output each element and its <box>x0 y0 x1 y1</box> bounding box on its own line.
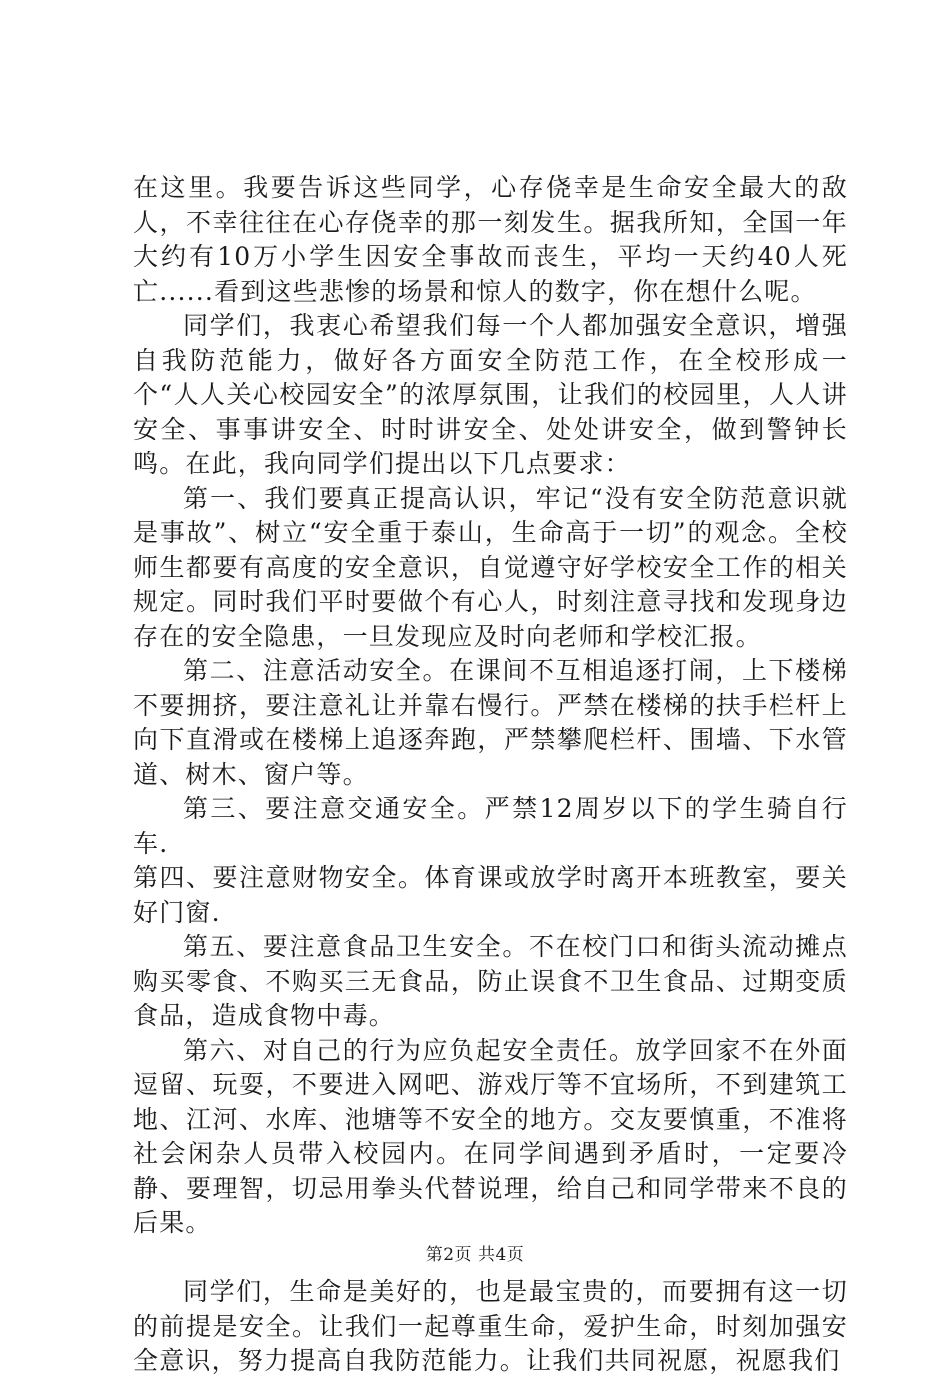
paragraph-intro: 在这里。我要告诉这些同学，心存侥幸是生命安全最大的敌人，不幸往往在心存侥幸的那一刻发生。据我所知，全国一年大约有10万小学生因安全事故而丧生，平均一天约40人死亡......看到这些悲惨的场景和惊人的数字，你在想什么呢。 <box>133 173 848 306</box>
paragraph-point-6: 第六、对自己的行为应负起安全责任。放学回家不在外面逗留、玩耍，不要进入网吧、游戏厅等不宜场所，不到建筑工地、江河、水库、池塘等不安全的地方。交友要慎重，不准将社会闲杂人员带入校园内。在同学间遇到矛盾时，一定要冷静、要理智，切忌用拳头代替说理，给自己和同学带来不良的后果。 <box>133 1035 848 1237</box>
paragraph-closing: 同学们，生命是美好的，也是最宝贵的，而要拥有这一切的前提是安全。让我们一起尊重生命，爱护生命，时刻加强安全意识，努力提高自我防范能力。让我们共同祝愿，祝愿我们 <box>133 1277 848 1375</box>
paragraph-appeal: 同学们，我衷心希望我们每一个人都加强安全意识，增强自我防范能力，做好各方面安全防范工作，在全校形成一个“人人关心校园安全”的浓厚氛围，让我们的校园里，人人讲安全、事事讲安全、时时讲安全、处处讲安全，做到警钟长鸣。在此，我向同学们提出以下几点要求： <box>133 311 848 478</box>
document-body <box>133 171 848 1379</box>
paragraph-point-3: 第三、要注意交通安全。严禁12周岁以下的学生骑自行车. <box>133 794 848 858</box>
page-number-footer: 第2页 共4页 <box>425 1245 525 1265</box>
paragraph-point-4: 第四、要注意财物安全。体育课或放学时离开本班教室，要关好门窗. <box>133 863 848 927</box>
paragraph-point-2: 第二、注意活动安全。在课间不互相追逐打闹，上下楼梯不要拥挤，要注意礼让并靠右慢行。严禁在楼梯的扶手栏杆上向下直滑或在楼梯上追逐奔跑，严禁攀爬栏杆、围墙、下水管道、树木、窗户等。 <box>133 656 848 789</box>
paragraph-point-5: 第五、要注意食品卫生安全。不在校门口和街头流动摊点购买零食、不购买三无食品，防止误食不卫生食品、过期变质食品，造成食物中毒。 <box>133 932 848 1030</box>
paragraph-point-1: 第一、我们要真正提高认识，牢记“没有安全防范意识就是事故”、树立“安全重于泰山，生命高于一切”的观念。全校师生都要有高度的安全意识，自觉遵守好学校安全工作的相关规定。同时我们平时要做个有心人，时刻注意寻找和发现身边存在的安全隐患，一旦发现应及时向老师和学校汇报。 <box>133 483 848 651</box>
